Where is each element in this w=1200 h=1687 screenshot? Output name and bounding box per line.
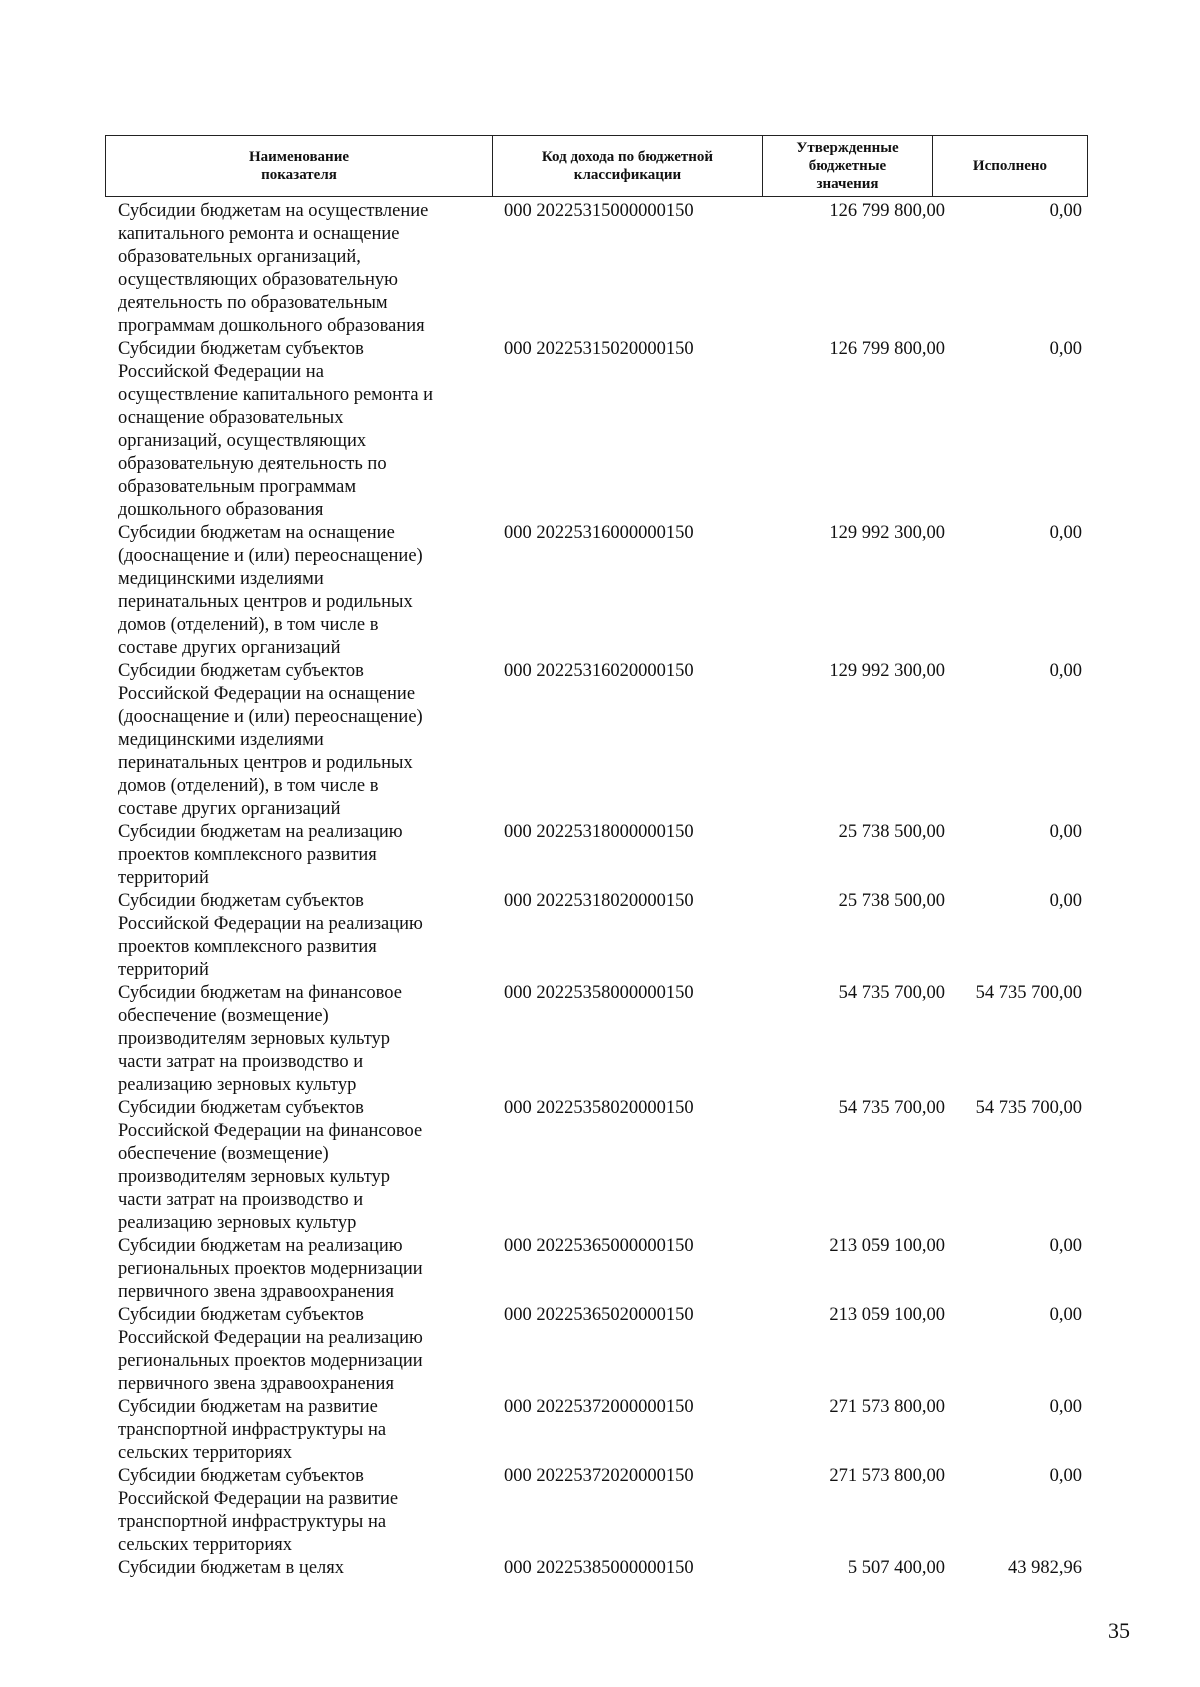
header-executed: Исполнено (972, 158, 1048, 174)
row-executed: 0,00 (1049, 661, 1082, 681)
row-executed: 0,00 (1049, 822, 1082, 842)
table-row (105, 982, 1088, 1097)
row-code: 000 20225316000000150 (504, 523, 694, 543)
row-code: 000 20225316020000150 (504, 661, 694, 681)
table-row (105, 890, 1088, 982)
header-code: Код дохода по бюджетной классификации (493, 136, 763, 196)
header-approved: Утвержденные бюджетные значения (763, 136, 933, 196)
row-approved: 5 507 400,00 (847, 1558, 945, 1578)
row-code: 000 20225315020000150 (504, 339, 694, 359)
row-code: 000 20225385000000150 (504, 1558, 694, 1578)
row-executed: 54 735 700,00 (975, 983, 1082, 1003)
row-approved: 126 799 800,00 (829, 339, 945, 359)
row-name: Субсидии бюджетам субъектов Российской Федерации на осуществление капитального ремонта и оснащение образовательных организаций, осуществляющих образовательную деятельность по образовательным программам дошкольного образования (118, 339, 434, 520)
table-row (105, 522, 1088, 660)
table-header (105, 135, 1088, 197)
row-executed: 0,00 (1049, 1236, 1082, 1256)
row-name: Субсидии бюджетам на оснащение (дооснащение и (или) переоснащение) медицинскими изделиями перинатальных центров и родильных домов (отделений), в том числе в составе других организаций (118, 523, 423, 658)
table-row (105, 338, 1088, 522)
table-row (105, 821, 1088, 890)
table-row (105, 660, 1088, 821)
row-code: 000 20225372020000150 (504, 1466, 694, 1486)
row-executed: 0,00 (1049, 201, 1082, 221)
row-approved: 126 799 800,00 (829, 201, 945, 221)
row-executed: 54 735 700,00 (975, 1098, 1082, 1118)
row-name: Субсидии бюджетам субъектов Российской Федерации на развитие транспортной инфраструктуры на сельских территориях (118, 1466, 399, 1555)
row-approved: 213 059 100,00 (829, 1236, 945, 1256)
row-code: 000 20225315000000150 (504, 201, 694, 221)
row-name: Субсидии бюджетам субъектов Российской Федерации на реализацию проектов комплексного развития территорий (118, 891, 423, 980)
header-name: Наименование показателя (106, 136, 493, 196)
table-row (105, 1097, 1088, 1235)
row-code: 000 20225365000000150 (504, 1236, 694, 1256)
row-approved: 271 573 800,00 (829, 1397, 945, 1417)
row-code: 000 20225318000000150 (504, 822, 694, 842)
row-code: 000 20225358000000150 (504, 983, 694, 1003)
table-row (105, 1396, 1088, 1465)
table-row (105, 1465, 1088, 1557)
row-code: 000 20225372000000150 (504, 1397, 694, 1417)
row-approved: 271 573 800,00 (829, 1466, 945, 1486)
row-approved: 213 059 100,00 (829, 1305, 945, 1325)
page-number: 35 (1108, 1618, 1130, 1643)
row-executed: 0,00 (1049, 523, 1082, 543)
table-row (105, 1304, 1088, 1396)
row-name: Субсидии бюджетам на финансовое обеспечение (возмещение) производителям зерновых культур части затрат на производство и реализацию зерновых культур (118, 983, 402, 1095)
row-code: 000 20225318020000150 (504, 891, 694, 911)
row-executed: 0,00 (1049, 339, 1082, 359)
table-row (105, 1235, 1088, 1304)
row-name: Субсидии бюджетам субъектов Российской Федерации на реализацию региональных проектов модернизации первичного звена здравоохранения (118, 1305, 423, 1394)
row-executed: 43 982,96 (1008, 1558, 1082, 1578)
row-code: 000 20225358020000150 (504, 1098, 694, 1118)
row-name: Субсидии бюджетам на развитие транспортной инфраструктуры на сельских территориях (118, 1397, 387, 1463)
row-name: Субсидии бюджетам на реализацию региональных проектов модернизации первичного звена здравоохранения (118, 1236, 423, 1302)
row-approved: 25 738 500,00 (838, 822, 945, 842)
row-approved: 25 738 500,00 (838, 891, 945, 911)
row-executed: 0,00 (1049, 1466, 1082, 1486)
row-executed: 0,00 (1049, 1305, 1082, 1325)
row-executed: 0,00 (1049, 891, 1082, 911)
row-name: Субсидии бюджетам субъектов Российской Федерации на финансовое обеспечение (возмещение) производителям зерновых культур части затрат на производство и реализацию зерновых культур (118, 1098, 423, 1233)
row-code: 000 20225365020000150 (504, 1305, 694, 1325)
row-approved: 129 992 300,00 (829, 523, 945, 543)
table-row (105, 200, 1088, 338)
row-approved: 129 992 300,00 (829, 661, 945, 681)
row-approved: 54 735 700,00 (838, 1098, 945, 1118)
table-body (105, 200, 1088, 1580)
row-executed: 0,00 (1049, 1397, 1082, 1417)
row-approved: 54 735 700,00 (838, 983, 945, 1003)
table-row (105, 1557, 1088, 1580)
row-name: Субсидии бюджетам в целях (118, 1558, 345, 1578)
row-name: Субсидии бюджетам на осуществление капитального ремонта и оснащение образовательных организаций, осуществляющих образовательную деятельность по образовательным программам дошкольного образования (118, 201, 429, 336)
row-name: Субсидии бюджетам на реализацию проектов комплексного развития территорий (118, 822, 403, 888)
row-name: Субсидии бюджетам субъектов Российской Федерации на оснащение (дооснащение и (или) переоснащение) медицинскими изделиями перинатальных центров и родильных домов (отделений), в том числе в составе других организаций (118, 661, 423, 819)
